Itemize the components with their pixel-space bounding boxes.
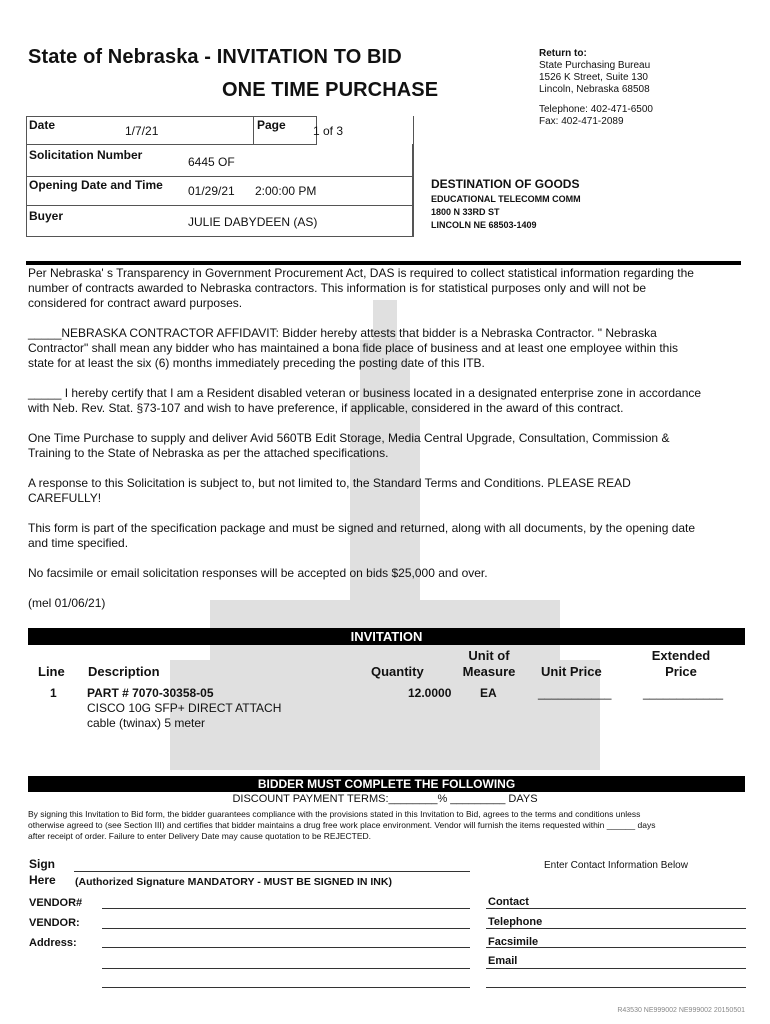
terms-text-1: A response to this Solicitation is subject to, but not limited to, the Standard Terms and Conditions. PLEASE READ	[28, 476, 631, 490]
legal-text-1: By signing this Invitation to Bid form, the bidder guarantees compliance with the provisions stated in this Invitation to Bid, agrees to the terms and conditions unless	[28, 809, 641, 819]
transparency-text-3: considered for contract award purposes.	[28, 296, 243, 310]
signature-note: (Authorized Signature MANDATORY - MUST BE SIGNED IN INK)	[75, 876, 392, 888]
telephone-label: Telephone	[488, 916, 543, 928]
facsimile-label: Facsimile	[488, 936, 539, 948]
col-unit-price: Unit Price	[541, 664, 602, 679]
opening-time: 2:00:00 PM	[255, 184, 317, 198]
sign-label: Sign	[29, 857, 55, 871]
email-field[interactable]	[486, 968, 746, 969]
page-value: 1 of 3	[313, 124, 344, 138]
purchase-text-1: One Time Purchase to supply and deliver Avid 560TB Edit Storage, Media Central Upgrade, Consultation, Commission &	[28, 431, 670, 445]
veteran-text-1: _____ I hereby certify that I am a Resident disabled veteran or business located in a designated enterprise zone in accordance	[28, 386, 702, 400]
address-field-2[interactable]	[102, 968, 470, 969]
body-text	[28, 266, 743, 611]
info-box-row-line3	[26, 205, 413, 206]
extra-contact-field[interactable]	[486, 987, 746, 988]
header-rule	[26, 261, 741, 265]
item-desc-1: CISCO 10G SFP+ DIRECT ATTACH	[87, 701, 282, 715]
destination-line1: EDUCATIONAL TELECOMM COMM	[431, 194, 581, 204]
return-to-line1: State Purchasing Bureau	[539, 60, 651, 71]
legal-text	[28, 809, 744, 842]
telephone-field[interactable]	[486, 928, 746, 929]
col-line: Line	[38, 664, 65, 679]
signature-line[interactable]	[74, 870, 470, 872]
destination-block	[431, 177, 581, 232]
opening-date: 01/29/21	[188, 184, 235, 198]
page-label: Page	[257, 118, 286, 132]
return-to-phone: Telephone: 402-471-6500	[539, 104, 653, 115]
col-ext-line2: Price	[665, 664, 697, 679]
info-box-row-line2	[26, 176, 413, 177]
vendor-label: VENDOR:	[29, 917, 80, 929]
buyer-value: JULIE DABYDEEN (AS)	[188, 215, 318, 229]
veteran-text-2: with Neb. Rev. Stat. §73-107 and wish to have preference, if applicable, considered in the award of this contract.	[28, 401, 624, 415]
item-desc-2: cable (twinax) 5 meter	[87, 716, 206, 730]
solicitation-label: Solicitation Number	[29, 148, 143, 162]
col-ext-price	[641, 648, 721, 680]
vendor-number-field[interactable]	[102, 908, 470, 909]
date-value: 1/7/21	[125, 124, 159, 138]
transparency-text-2: number of contracts awarded to Nebraska contractors. This information is for statistical purposes only and will not be	[28, 281, 647, 295]
return-text-2: and time specified.	[28, 536, 129, 550]
affidavit-text-1: _____NEBRASKA CONTRACTOR AFFIDAVIT: Bidder hereby attests that bidder is a Nebraska Contractor. " Nebraska	[28, 326, 657, 340]
item-description	[87, 686, 281, 731]
col-quantity: Quantity	[371, 664, 424, 679]
extended-price-field[interactable]: ____________	[643, 686, 724, 700]
item-part: PART # 7070-30358-05	[87, 686, 214, 700]
opening-label: Opening Date and Time	[29, 178, 163, 192]
address-field-1[interactable]	[102, 947, 470, 948]
email-label: Email	[488, 955, 518, 967]
contact-label: Contact	[488, 896, 529, 908]
return-text-1: This form is part of the specification package and must be signed and returned, along with all documents, by the opening date	[28, 521, 696, 535]
document-subtitle: ONE TIME PURCHASE	[222, 79, 439, 101]
return-to-fax: Fax: 402-471-2089	[539, 116, 624, 127]
address-field-3[interactable]	[102, 987, 470, 988]
legal-text-3: after receipt of order. Failure to enter Delivery Date may cause quotation to be REJECTED.	[28, 831, 371, 841]
purchase-text-2: Training to the State of Nebraska as per the attached specifications.	[28, 446, 389, 460]
legal-text-2: otherwise agreed to (see Section III) and certifies that bidder maintains a drug free work place environment. Vendor will furnish the items requested within ______ days	[28, 820, 656, 830]
buyer-label: Buyer	[29, 209, 64, 223]
item-uom: EA	[480, 686, 497, 700]
enter-contact-note: Enter Contact Information Below	[544, 860, 688, 871]
date-label: Date	[29, 118, 56, 132]
return-to-block	[539, 48, 749, 128]
destination-label: DESTINATION OF GOODS	[431, 177, 580, 191]
item-quantity: 12.0000	[408, 686, 452, 700]
document-title: State of Nebraska - INVITATION TO BID	[28, 46, 402, 68]
footer-code: R43530 NE999002 NE999002 20150501	[617, 1007, 745, 1014]
return-to-label: Return to:	[539, 48, 587, 59]
facsimile-field[interactable]	[486, 947, 746, 948]
destination-line3: LINCOLN NE 68503-1409	[431, 220, 537, 230]
vendor-number-label: VENDOR#	[29, 897, 83, 909]
solicitation-value: 6445 OF	[188, 155, 235, 169]
transparency-text-1: Per Nebraska' s Transparency in Government Procurement Act, DAS is required to collect statistical information regarding the	[28, 266, 694, 280]
address-label: Address:	[29, 937, 77, 949]
contact-field[interactable]	[486, 908, 746, 909]
bidder-bar: BIDDER MUST COMPLETE THE FOLLOWING	[28, 776, 745, 792]
col-ext-line1: Extended	[651, 648, 711, 663]
affidavit-text-2: Contractor" shall mean any bidder who has maintained a bona fide place of business and at least one employee within this	[28, 341, 678, 355]
info-box-right-border	[412, 144, 413, 236]
revision-note: (mel 01/06/21)	[28, 596, 106, 610]
vendor-field[interactable]	[102, 928, 470, 929]
unit-price-field[interactable]: ___________	[538, 686, 612, 700]
col-uom-line2: Measure	[462, 664, 516, 679]
invitation-bar: INVITATION	[28, 628, 745, 645]
return-to-line2: 1526 K Street, Suite 130	[539, 72, 648, 83]
col-description: Description	[88, 664, 160, 679]
col-uom	[459, 648, 519, 680]
here-label: Here	[29, 873, 56, 887]
facsimile-text: No facsimile or email solicitation responses will be accepted on bids $25,000 and over.	[28, 566, 488, 580]
destination-line2: 1800 N 33RD ST	[431, 207, 500, 217]
terms-text-2: CAREFULLY!	[28, 491, 102, 505]
col-uom-line1: Unit of	[468, 648, 510, 663]
discount-terms: DISCOUNT PAYMENT TERMS:________% _________ DAYS	[232, 793, 538, 805]
affidavit-text-3: state for at least the six (6) months immediately preceding the posting date of this ITB.	[28, 356, 485, 370]
sign-here-label	[29, 856, 56, 888]
info-box-divider	[253, 116, 254, 144]
return-to-line3: Lincoln, Nebraska 68508	[539, 84, 650, 95]
item-line: 1	[50, 686, 57, 700]
